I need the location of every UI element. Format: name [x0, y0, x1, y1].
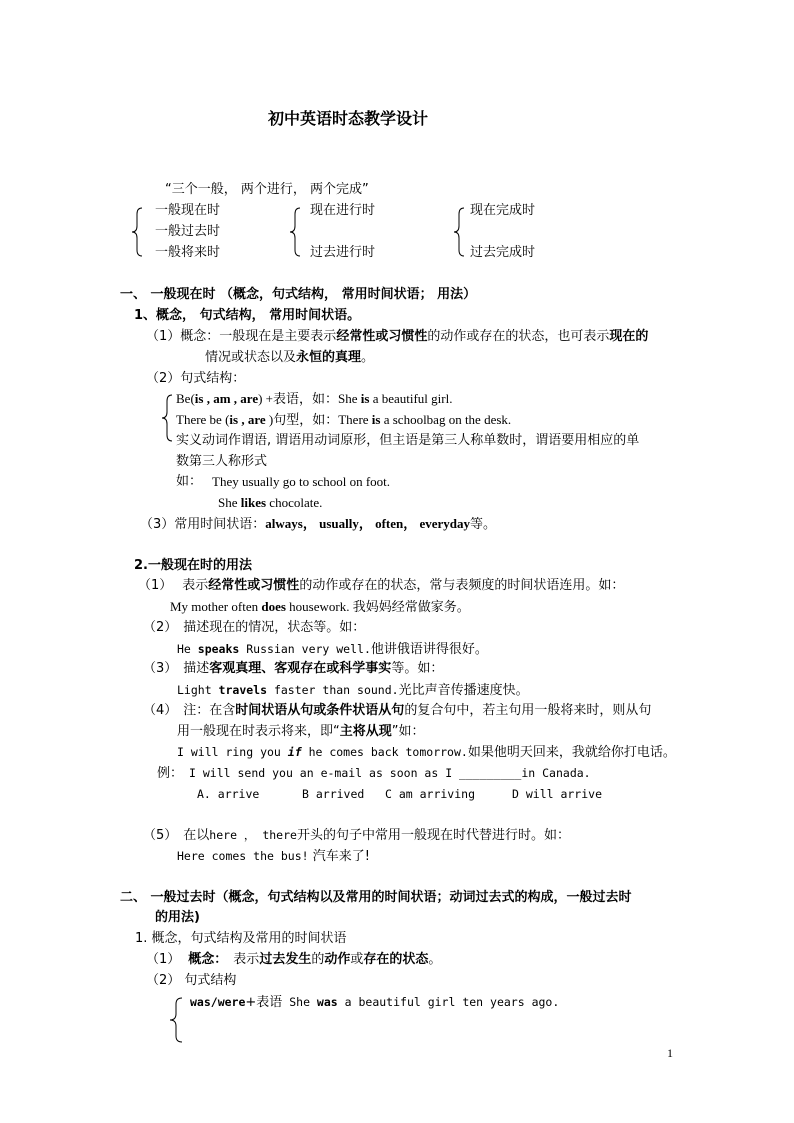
- concept-label: 概念：: [180, 329, 220, 344]
- overview-brace-simple: [130, 206, 146, 258]
- overview-brace-perfect: [452, 206, 468, 258]
- text-run: 的动作或存在的状态，常与表频度的时间状语连用。如：: [299, 578, 625, 593]
- example-sentence: [177, 744, 676, 761]
- bold-term: 永恒的真理: [296, 350, 362, 365]
- text-run: Russian very well.: [239, 642, 371, 656]
- text-run: a schoolbag on the desk.: [380, 412, 512, 427]
- page-title: 初中英语时态教学设计: [268, 109, 429, 128]
- text-run: faster than sound.: [267, 683, 399, 697]
- text-run: 或: [350, 952, 364, 967]
- overview-simple-item: 一般现在时: [155, 203, 221, 218]
- structure-there-line: [176, 412, 511, 428]
- text-run: He: [177, 642, 198, 656]
- text-run: （3）常用时间状语：: [140, 517, 266, 532]
- bold-term: was: [316, 995, 338, 1009]
- bold-term: likes: [240, 495, 267, 510]
- item-number: （4）: [143, 703, 178, 718]
- answer-blank: _________: [459, 766, 522, 780]
- section-heading: 一、 一般现在时 （概念，句式结构， 常用时间状语； 用法）: [120, 287, 477, 302]
- usage-line: [143, 827, 570, 844]
- exercise-option: D will arrive: [512, 787, 603, 801]
- overview-simple-item: 一般过去时: [155, 224, 221, 239]
- text-run: ) +表语，如：She: [258, 391, 361, 406]
- example-sentence: [170, 599, 470, 615]
- text-run: 表示: [233, 952, 260, 967]
- structure-brace: [168, 996, 186, 1044]
- structure-verb-line: 数第三人称形式: [176, 454, 268, 469]
- concept-line: [146, 952, 441, 968]
- usage-line: [177, 724, 425, 740]
- overview-summary: “三个一般， 两个进行， 两个完成”: [165, 182, 369, 197]
- item-number: （1）: [146, 329, 181, 344]
- exercise-option: C am arriving: [385, 787, 476, 801]
- text-run: 。: [361, 350, 375, 365]
- bold-term: speaks: [197, 642, 240, 656]
- text-run: 描述: [183, 661, 210, 676]
- bold-term: is: [371, 412, 381, 427]
- text-run: 注：在含: [183, 703, 236, 718]
- text-run: She: [282, 995, 317, 1009]
- usage-line: [143, 620, 365, 636]
- example-sentence: [177, 848, 370, 865]
- bold-term: does: [261, 599, 286, 614]
- text-run: 用一般现在时表示将来，即“: [177, 724, 340, 739]
- exercise-question: [157, 765, 591, 782]
- text-run: 等。如：: [391, 661, 444, 676]
- example-sentence: [177, 641, 488, 658]
- text-run: 光比声音传播速度快。: [398, 683, 529, 698]
- text-run: Light: [177, 683, 219, 697]
- text-run: chocolate.: [266, 495, 323, 510]
- overview-simple-item: 一般将来时: [155, 245, 221, 260]
- text-run: 如果他明天回来，我就给你打电话。: [467, 745, 676, 760]
- example-sentence: [218, 495, 322, 511]
- bold-term: 过去发生: [259, 952, 312, 967]
- text-run: There be (: [176, 412, 230, 427]
- text-run: )句型，如：There: [265, 412, 372, 427]
- item-number: （2）: [143, 620, 178, 635]
- text-run: 表示: [182, 578, 209, 593]
- bold-term: is: [360, 391, 370, 406]
- bold-term: is , am , are: [194, 391, 259, 406]
- text-run: 描述现在的情况，状态等。如：: [183, 620, 366, 635]
- bold-term: if: [287, 745, 302, 759]
- exercise-option: A. arrive: [197, 787, 260, 801]
- text-run: Be(: [176, 391, 195, 406]
- concept-line: [146, 329, 648, 345]
- text-run: My mother often: [170, 599, 262, 614]
- overview-brace-progressive: [288, 206, 304, 258]
- text-run: 开头的句子中常用一般现在时代替进行时。如：: [296, 828, 570, 843]
- text-run: ”如：: [391, 724, 425, 739]
- bold-term: is , are: [229, 412, 266, 427]
- bold-term: 现在的: [609, 329, 649, 344]
- text-run: I will send you an e-mail as soon as I: [189, 766, 460, 780]
- bold-term: 时间状语从句或条件状语从句: [235, 703, 405, 718]
- example-sentence: [177, 682, 529, 699]
- adverbial-words: always， usually， often， everyday: [265, 516, 471, 531]
- overview-perfect-item: 现在完成时: [470, 203, 536, 218]
- structure-label: （2） 句式结构: [146, 973, 237, 988]
- exercise-option: B arrived: [302, 787, 365, 801]
- example-label: 如：: [176, 474, 203, 489]
- bold-term: was/were: [190, 995, 246, 1009]
- text-run: he comes back tomorrow.: [301, 745, 468, 759]
- bold-term: 主将从现: [339, 724, 392, 739]
- text-run: 在以: [183, 828, 210, 843]
- example-sentence: They usually go to school on foot.: [212, 474, 391, 489]
- bold-term: travels: [218, 683, 268, 697]
- item-number: （5）: [143, 828, 178, 843]
- text-run: 等。: [470, 517, 497, 532]
- bold-term: 动作: [324, 952, 351, 967]
- text-run: a beautiful girl ten years ago.: [337, 995, 560, 1009]
- structure-label: （2）句式结构：: [146, 371, 246, 386]
- text-run: 的复合句中，若主句用一般将来时，则从句: [404, 703, 652, 718]
- text-run: here ， there: [209, 828, 297, 842]
- usage-line: [143, 661, 443, 677]
- structure-line: [190, 994, 559, 1011]
- text-run: 汽车来了!: [308, 849, 370, 864]
- usage-line: [143, 703, 651, 719]
- text-run: in Canada.: [521, 766, 591, 780]
- structure-be-line: [176, 391, 452, 407]
- text-run: a beautiful girl.: [369, 391, 453, 406]
- text-run: +表语: [245, 995, 283, 1010]
- text-run: Here comes the bus!: [177, 849, 309, 863]
- structure-verb-line: 实义动词作谓语, 谓语用动词原形，但主语是第三人称单数时，谓语要用相应的单: [176, 433, 640, 448]
- text-run: She: [218, 495, 241, 510]
- text-run: 的动作或存在的状态，也可表示: [427, 329, 610, 344]
- subsection-heading: 2.一般现在时的用法: [134, 558, 252, 573]
- page-number: 1: [667, 1046, 673, 1060]
- bold-term: 经常性或习惯性: [208, 578, 300, 593]
- item-number: （3）: [143, 661, 178, 676]
- text-run: 。: [428, 952, 442, 967]
- overview-progressive-item: 现在进行时: [310, 203, 376, 218]
- adverbials-line: [140, 516, 496, 533]
- text-run: 情况或状态以及: [205, 350, 297, 365]
- section-heading: 二、 一般过去时（概念，句式结构以及常用的时间状语；动词过去式的构成，一般过去时: [120, 890, 632, 905]
- exercise-label: 例：: [157, 766, 184, 781]
- subsection-heading: 1. 概念，句式结构及常用的时间状语: [135, 931, 347, 946]
- section-heading: 的用法): [155, 910, 200, 925]
- concept-line: [205, 350, 374, 366]
- overview-perfect-item: 过去完成时: [470, 245, 536, 260]
- text-run: I will ring you: [177, 745, 288, 759]
- usage-line: [138, 578, 624, 594]
- text-run: housework. 我妈妈经常做家务。: [285, 599, 470, 614]
- bold-term: 客观真理、客观存在或科学事实: [209, 661, 392, 676]
- overview-progressive-item: 过去进行时: [310, 245, 376, 260]
- subsection-heading: 1、概念， 句式结构， 常用时间状语。: [134, 308, 361, 323]
- concept-label: 概念：: [188, 952, 228, 967]
- bold-term: 经常性或习惯性: [336, 329, 428, 344]
- bold-term: 存在的状态: [363, 952, 429, 967]
- structure-brace: [160, 393, 176, 443]
- item-number: （1）: [138, 578, 173, 593]
- item-number: （1）: [146, 952, 181, 967]
- text-run: 他讲俄语讲得很好。: [370, 642, 488, 657]
- text-run: 一般现在是主要表示: [219, 329, 337, 344]
- text-run: 的: [311, 952, 325, 967]
